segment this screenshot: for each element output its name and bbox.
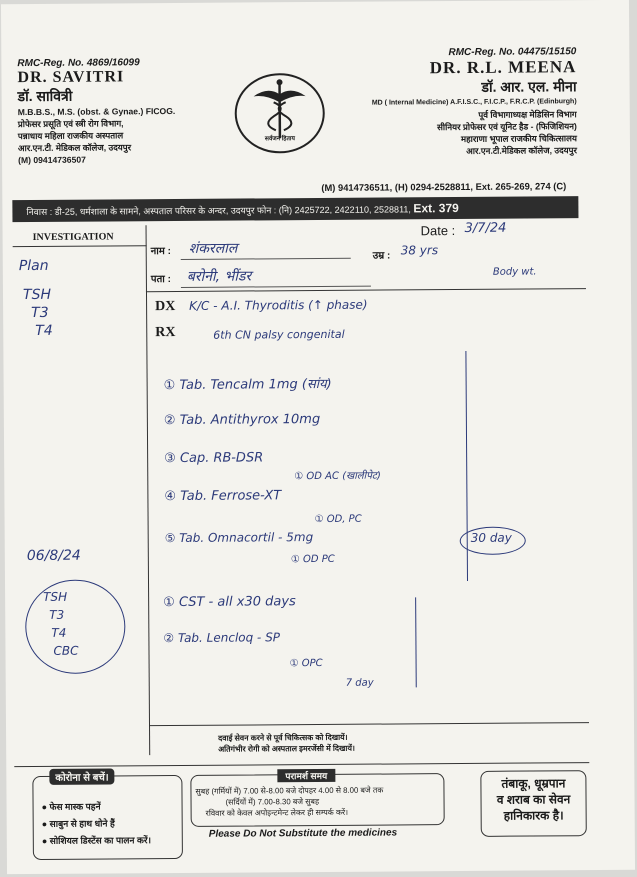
corona-item: ● साबुन से हाथ धोने हैं — [41, 818, 115, 829]
duration-note: 30 day — [470, 530, 512, 545]
left-doctor-name: DR. SAVITRI — [17, 68, 125, 87]
medicine-7-duration: 7 day — [345, 677, 374, 689]
medicine-6: ① CST - all x30 days — [163, 594, 296, 611]
right-line3: महाराणा भूपाल राजकीय चिकित्सालय — [460, 133, 577, 144]
medicine-7-dose: ① OPC — [289, 657, 323, 670]
medicine-3-dose: ① OD AC (खालीपेट) — [294, 470, 381, 483]
left-line3: आर.एन.टी. मेडिकल कॉलेज, उदयपुर — [17, 142, 132, 154]
tobacco-warning-box — [480, 770, 586, 837]
address-text: निवास : डी-25, धर्मशाला के सामने, अस्पताल परिसर के अन्दर, उदयपुर फोन : (नि) 2425722, 2422110, 2528811, — [26, 204, 411, 218]
dx-label: DX — [155, 298, 176, 315]
address-label: पता : — [150, 274, 172, 286]
bracket-line — [465, 351, 468, 581]
test-item: T3 — [49, 607, 65, 622]
right-degrees: MD ( Internal Medicine) A.F.I.S.C., F.I.C.P., F.R.C.P. (Edinburgh) — [371, 98, 577, 107]
right-doctor-name: DR. R.L. MEENA — [429, 57, 577, 78]
left-line2: पन्नाधाय महिला राजकीय अस्पताल — [17, 130, 124, 142]
corona-item: ● फेस मास्क पहनें — [41, 801, 101, 812]
patient-name: शंकरलाल — [188, 240, 238, 257]
medicine-5-dose: ① OD PC — [290, 553, 335, 566]
timing-lines — [195, 784, 441, 819]
tests-list-2 — [43, 588, 79, 660]
corona-item: ● सोशियल डिस्टेंस का पालन करें। — [41, 835, 152, 846]
visit-date: 3/7/24 — [464, 220, 507, 236]
age-label: उम्र : — [372, 250, 391, 262]
corona-title: कोरोना से बचें। — [49, 768, 114, 784]
logo-motto: सर्वजन हिताय — [264, 136, 295, 143]
right-line4: आर.एन.टी.मेडिकल कॉलेज, उदयपुर — [466, 145, 578, 156]
medicine-4-dose: ① OD, PC — [314, 513, 362, 526]
followup-date: 06/8/24 — [26, 547, 81, 565]
left-reg-number: RMC-Reg. No. 4869/16099 — [17, 57, 140, 70]
warnings — [218, 732, 355, 755]
patient-info-divider — [146, 288, 586, 292]
left-doctor-header — [17, 57, 238, 167]
right-line2: सीनियर प्रोफेसर एवं यूनिट हैड - (फिजिशियन) — [437, 121, 577, 133]
consultation-timing-box — [190, 770, 444, 827]
test-item: CBC — [53, 643, 79, 658]
test-item: TSH — [43, 589, 68, 604]
prescription-sheet — [1, 0, 635, 874]
investigation-label: INVESTIGATION — [32, 231, 114, 243]
right-reg-number: RMC-Reg. No. 04475/15150 — [448, 46, 577, 59]
corona-list — [42, 798, 152, 850]
warning-1: दवाई सेवन करने से पूर्व चिकित्सक को दिखायें। — [218, 732, 348, 743]
column-divider — [146, 225, 151, 755]
left-degrees: M.B.B.S., M.S. (obst. & Gynae.) FICOG. — [17, 105, 176, 118]
tobacco-line-1: तंबाकू, धूम्रपान — [501, 776, 566, 791]
name-line — [181, 258, 351, 260]
rx-label: RX — [155, 324, 176, 341]
left-line1: प्रोफेसर प्रसूति एवं स्त्री रोग विभाग, — [17, 118, 124, 130]
timing-title: परामर्श समय — [277, 769, 335, 782]
date-label: Date : — [420, 223, 456, 239]
timing-line-1: सुबह (गर्मियों में) 7.00 से-8.00 बजे दोपहर 4.00 से 8.00 बजे तक — [195, 785, 384, 796]
timing-line-2: (सर्दियों में) 7.00-8.30 बजे सुबह — [225, 797, 320, 807]
medicine-7: ② Tab. Lencloq - SP — [163, 630, 281, 646]
test-item: T4 — [35, 322, 53, 339]
bracket-line-2 — [415, 597, 417, 687]
rx-note: 6th CN palsy congenital — [213, 327, 345, 342]
timing-line-3: रविवार को केवल अपोइन्टमेन्ट लेकर ही सम्पर्क करें। — [205, 807, 349, 818]
test-item: T4 — [51, 625, 67, 640]
left-mobile: (M) 09414736507 — [18, 154, 86, 166]
corona-box — [32, 772, 183, 860]
footer-divider — [14, 762, 589, 767]
name-label: नाम : — [150, 246, 171, 258]
medicine-4: ④ Tab. Ferrose-XT — [164, 488, 282, 505]
tests-list-1 — [23, 286, 53, 340]
right-line1: पूर्व विभागाध्यक्ष मेडिसिन विभाग — [478, 109, 577, 120]
address-line — [181, 286, 371, 288]
investigation-underline — [13, 245, 147, 247]
test-item: T3 — [31, 304, 49, 321]
left-doctor-name-hindi: डॉ. सावित्री — [17, 87, 73, 105]
tobacco-line-2: व शराब का सेवन — [496, 792, 571, 807]
warning-2: अतिगंभीर रोगी को अस्पताल इमरजेंसी में दिखायें। — [218, 743, 355, 754]
tobacco-line-3: हानिकारक है। — [503, 808, 564, 823]
extension-number: Ext. 379 — [413, 201, 459, 216]
test-item: TSH — [22, 286, 52, 304]
medicine-3: ③ Cap. RB-DSR — [164, 450, 264, 467]
medicine-2: ② Tab. Antithyrox 10mg — [163, 411, 321, 429]
right-phones: (M) 9414736511, (H) 0294-2528811, Ext. 265-269, 274 (C) — [321, 180, 567, 193]
body-weight-note: Body wt. — [492, 266, 537, 278]
medicine-1: ① Tab. Tencalm 1mg (सांय) — [163, 376, 332, 394]
right-doctor-header — [296, 46, 577, 158]
patient-address: बरोनी, भींडर — [186, 268, 252, 285]
patient-age: 38 yrs — [400, 243, 439, 258]
medicine-5: ⑤ Tab. Omnacortil - 5mg — [164, 530, 314, 546]
diagnosis: K/C - A.I. Thyroditis (↑ phase) — [189, 297, 368, 313]
address-band — [12, 196, 578, 222]
right-doctor-name-hindi: डॉ. आर. एल. मीना — [481, 78, 577, 95]
plan-note: Plan — [18, 257, 49, 275]
substitution-footer: Please Do Not Substitute the medicines — [208, 827, 398, 840]
rx-bottom-divider — [149, 722, 589, 726]
